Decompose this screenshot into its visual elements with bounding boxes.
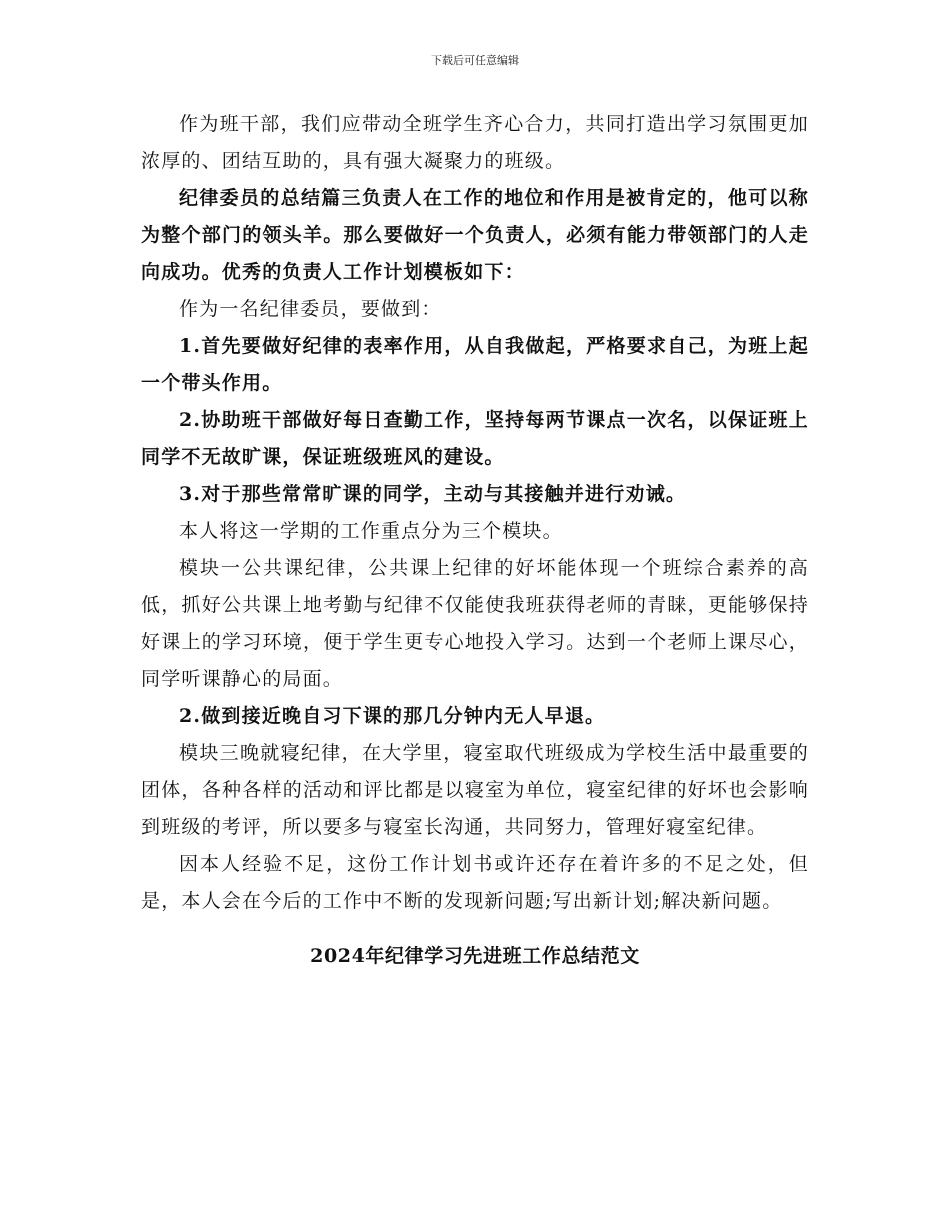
paragraph-discipline-summary-intro: 纪律委员的总结篇三负责人在工作的地位和作用是被肯定的，他可以称为整个部门的领头羊。那么要做好一个负责人，必须有能力带领部门的人走向成功。优秀的负责人工作计划模板如下： xyxy=(141,187,809,283)
document-body xyxy=(141,106,809,975)
paragraph-duties-lead: 作为一名纪律委员，要做到： xyxy=(179,298,442,320)
paragraph-modules-intro: 本人将这一学期的工作重点分为三个模块。 xyxy=(179,520,563,542)
section-title: 2024年纪律学习先进班工作总结范文 xyxy=(310,945,640,967)
paragraph-conclusion: 因本人经验不足，这份工作计划书或许还存在着许多的不足之处，但是，本人会在今后的工作中不断的发现新问题;写出新计划;解决新问题。 xyxy=(141,853,809,912)
paragraph-duty-2: 2.协助班干部做好每日查勤工作，坚持每两节课点一次名，以保证班上同学不无故旷课，保证班级班风的建设。 xyxy=(141,409,809,468)
paragraph-class-cadre: 作为班干部，我们应带动全班学生齐心合力，共同打造出学习氛围更加浓厚的、团结互助的，具有强大凝聚力的班级。 xyxy=(141,113,809,172)
paragraph-duty-3: 3.对于那些常常旷课的同学，主动与其接触并进行劝诫。 xyxy=(179,483,687,505)
paragraph-duty-1: 1.首先要做好纪律的表率作用，从自我做起，严格要求自己，为班上起一个带头作用。 xyxy=(141,335,809,394)
paragraph-evening-study: 2.做到接近晚自习下课的那几分钟内无人早退。 xyxy=(179,705,606,727)
page-header: 下载后可任意编辑 xyxy=(431,54,519,67)
paragraph-module-1: 模块一公共课纪律，公共课上纪律的好坏能体现一个班综合素养的高低，抓好公共课上地考勤与纪律不仅能使我班获得老师的青睐，更能够保持好课上的学习环境，便于学生更专心地投入学习。达到一个老师上课尽心，同学听课静心的局面。 xyxy=(141,557,809,690)
paragraph-module-3: 模块三晚就寝纪律，在大学里，寝室取代班级成为学校生活中最重要的团体，各种各样的活动和评比都是以寝室为单位，寝室纪律的好坏也会影响到班级的考评，所以要多与寝室长沟通，共同努力，管理好寝室纪律。 xyxy=(141,742,809,838)
